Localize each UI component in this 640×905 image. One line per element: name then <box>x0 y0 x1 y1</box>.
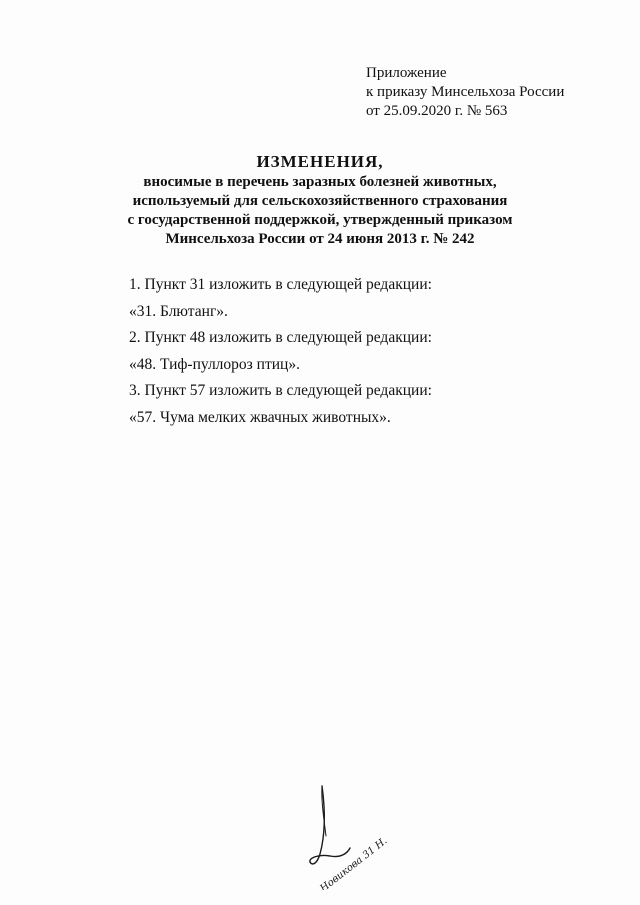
appendix-label: Приложение <box>366 65 447 81</box>
appendix-order-reference: к приказу Минсельхоза России <box>366 84 565 100</box>
amendments-list <box>129 275 432 434</box>
heading-line-2: используемый для сельскохозяйственного страхования <box>132 193 508 209</box>
signature-handwriting: Новикова 31 Н. <box>318 835 390 890</box>
amendment-text-3: «57. Чума мелких жвачных животных». <box>129 408 391 426</box>
heading-line-4: Минсельхоза России от 24 июня 2013 г. № 242 <box>165 231 475 247</box>
amendment-instruction-3: 3. Пункт 57 изложить в следующей редакции: <box>129 382 432 399</box>
heading-line-1: вносимые в перечень заразных болезней животных, <box>143 174 497 190</box>
appendix-order-date-number: от 25.09.2020 г. № 563 <box>366 103 508 119</box>
heading-title: ИЗМЕНЕНИЯ, <box>256 152 384 171</box>
handwritten-signature <box>300 780 410 890</box>
appendix-block <box>366 64 564 121</box>
amendment-instruction-2: 2. Пункт 48 изложить в следующей редакции: <box>129 329 432 346</box>
heading-line-3: с государственной поддержкой, утвержденный приказом <box>127 212 513 228</box>
amendment-text-2: «48. Тиф-пуллороз птиц». <box>129 355 300 373</box>
document-heading <box>100 152 540 249</box>
signature-drawing <box>300 780 410 890</box>
amendment-text-1: «31. Блютанг». <box>129 302 228 320</box>
amendment-instruction-1: 1. Пункт 31 изложить в следующей редакции: <box>129 276 432 293</box>
